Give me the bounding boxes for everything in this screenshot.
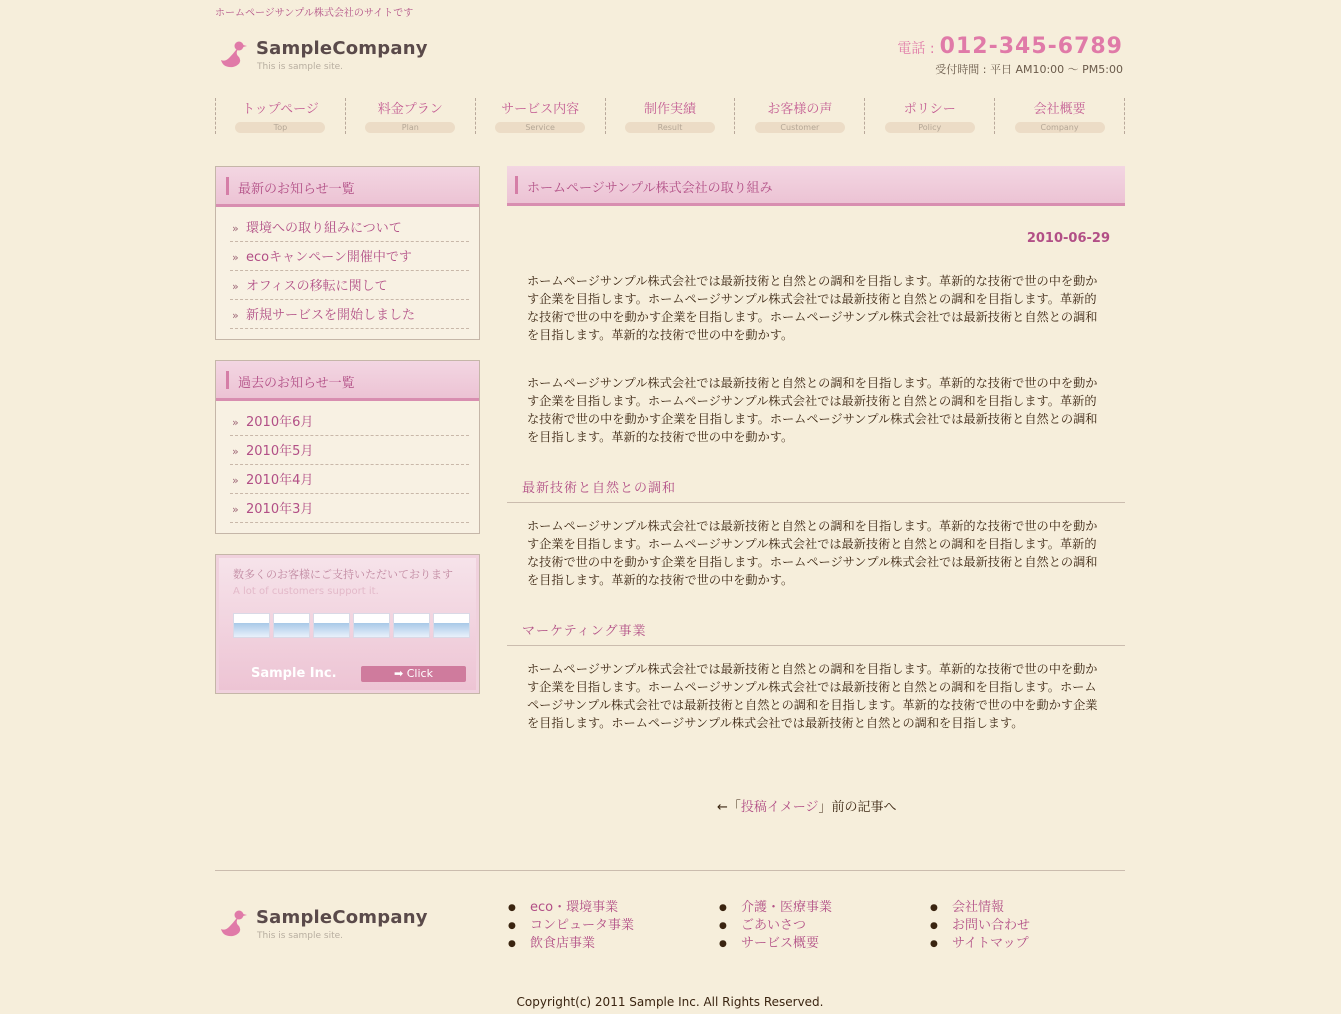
global-navigation (215, 98, 1125, 134)
latest-news-item[interactable]: » 環境への取り組みについて (230, 213, 469, 242)
section-heading: マーケティング事業 (507, 620, 1125, 646)
latest-news-item[interactable]: » オフィスの移転に関して (230, 271, 469, 300)
tel-number: 012-345-6789 (939, 34, 1123, 59)
duck-logo-icon (219, 909, 247, 939)
banner-click-button[interactable]: ➡ Click (361, 666, 466, 682)
latest-news-item[interactable]: » 新規サービスを開始しました (230, 300, 469, 329)
nav-item-service[interactable] (476, 98, 606, 134)
footer-link[interactable]: ● eco・環境事業 (508, 899, 634, 917)
previous-post-link (717, 796, 897, 815)
article-paragraph: ホームページサンプル株式会社では最新技術と自然との調和を目指します。革新的な技術で世の中を動かす企業を目指します。ホームページサンプル株式会社では最新技術と自然との調和を目指します。ホームページサンプル株式会社では最新技術と自然との調和を目指します。革新的な技術で世の中を動かす企業を目指します。ホームページサンプル株式会社では最新技術と自然との調和を目指します。 (527, 662, 1098, 730)
contact-phone (897, 34, 1123, 77)
banner-screenshots (233, 613, 470, 638)
screenshot-thumbnail (273, 613, 310, 638)
nav-item-customer[interactable] (735, 98, 865, 134)
footer-link[interactable]: ● ごあいさつ (719, 917, 832, 935)
footer-link[interactable]: ● サービス概要 (719, 935, 832, 953)
footer-link[interactable]: ● 介護・医療事業 (719, 899, 832, 917)
nav-item-plan[interactable] (346, 98, 476, 134)
customer-banner[interactable] (215, 554, 480, 694)
footer-link[interactable]: ● お問い合わせ (930, 917, 1030, 935)
nav-item-result[interactable] (606, 98, 736, 134)
footer-logo[interactable] (219, 907, 428, 947)
footer-link[interactable]: ● 飲食店事業 (508, 935, 634, 953)
footer-links-col2 (719, 899, 832, 953)
prev-suffix: 」前の記事へ (818, 800, 897, 815)
logo-subtitle: This is sample site. (257, 62, 344, 72)
banner-inner (219, 558, 476, 690)
section-heading: 最新技術と自然との調和 (507, 477, 1125, 503)
nav-label: サービス内容 (501, 102, 580, 117)
banner-headline: 数多くのお客様にご支持いただいております (233, 568, 453, 581)
archive-item[interactable]: » 2010年5月 (230, 436, 469, 465)
nav-sublabel: Plan (365, 122, 455, 133)
main-content (507, 166, 1125, 815)
article-paragraph: ホームページサンプル株式会社では最新技術と自然との調和を目指します。革新的な技術で世の中を動かす企業を目指します。ホームページサンプル株式会社では最新技術と自然との調和を目指します。革新的な技術で世の中を動かす企業を目指します。ホームページサンプル株式会社では最新技術と自然との調和を目指します。革新的な技術で世の中を動かす。 (527, 274, 1098, 342)
nav-label: 会社概要 (1033, 102, 1086, 117)
screenshot-thumbnail (313, 613, 350, 638)
duck-logo-icon (219, 40, 247, 70)
past-news-list (216, 401, 479, 533)
prev-prefix: ←「 (717, 800, 741, 815)
past-news-header (216, 361, 479, 401)
article-paragraph: ホームページサンプル株式会社では最新技術と自然との調和を目指します。革新的な技術で世の中を動かす企業を目指します。ホームページサンプル株式会社では最新技術と自然との調和を目指します。革新的な技術で世の中を動かす企業を目指します。ホームページサンプル株式会社では最新技術と自然との調和を目指します。革新的な技術で世の中を動かす。 (527, 376, 1098, 444)
screenshot-thumbnail (233, 613, 270, 638)
latest-news-title: 最新のお知らせ一覧 (238, 182, 355, 197)
footer-link[interactable]: ● コンピュータ事業 (508, 917, 634, 935)
nav-sublabel: Policy (885, 122, 975, 133)
nav-sublabel: Company (1015, 122, 1105, 133)
footer-link[interactable]: ● 会社情報 (930, 899, 1030, 917)
latest-news-list (216, 207, 479, 339)
nav-sublabel: Customer (755, 122, 845, 133)
nav-sublabel: Service (495, 122, 585, 133)
logo-name: SampleCompany (256, 907, 428, 928)
archive-item[interactable]: » 2010年3月 (230, 494, 469, 523)
footer-links-col1 (508, 899, 634, 953)
nav-item-top[interactable] (216, 98, 346, 134)
latest-news-box (215, 166, 480, 340)
nav-sublabel: Result (625, 122, 715, 133)
logo-name: SampleCompany (256, 38, 428, 59)
archive-item[interactable]: » 2010年6月 (230, 407, 469, 436)
past-news-title: 過去のお知らせ一覧 (238, 376, 355, 391)
article-title: ホームページサンプル株式会社の取り組み (527, 181, 773, 196)
screenshot-thumbnail (433, 613, 470, 638)
banner-subline: A lot of customers support it. (233, 586, 379, 597)
business-hours: 受付時間 : 平日 AM10:00 〜 PM5:00 (935, 63, 1123, 76)
nav-item-company[interactable] (995, 98, 1125, 134)
footer-links-col3 (930, 899, 1030, 953)
nav-label: 制作実績 (644, 102, 697, 117)
screenshot-thumbnail (353, 613, 390, 638)
nav-label: ポリシー (903, 102, 956, 117)
copyright: Copyright(c) 2011 Sample Inc. All Rights Reserved. (516, 995, 824, 1009)
footer-divider (215, 870, 1125, 871)
article-header (507, 166, 1125, 206)
article-paragraph: ホームページサンプル株式会社では最新技術と自然との調和を目指します。革新的な技術で世の中を動かす企業を目指します。ホームページサンプル株式会社では最新技術と自然との調和を目指します。革新的な技術で世の中を動かす企業を目指します。ホームページサンプル株式会社では最新技術と自然との調和を目指します。革新的な技術で世の中を動かす。 (527, 519, 1098, 587)
nav-label: 料金プラン (377, 102, 443, 117)
footer-link[interactable]: ● サイトマップ (930, 935, 1030, 953)
banner-brand: Sample Inc. (251, 666, 337, 681)
site-logo[interactable] (219, 38, 428, 78)
nav-sublabel: Top (235, 122, 325, 133)
sidebar (215, 166, 480, 694)
site-tagline: ホームページサンプル株式会社のサイトです (215, 8, 414, 19)
tel-label: 電話 : (897, 41, 935, 57)
nav-item-policy[interactable] (865, 98, 995, 134)
screenshot-thumbnail (393, 613, 430, 638)
nav-label: お客様の声 (767, 102, 833, 117)
logo-subtitle: This is sample site. (257, 931, 344, 941)
latest-news-header (216, 167, 479, 207)
prev-post-anchor[interactable]: 投稿イメージ (740, 800, 819, 815)
page-wrapper (215, 0, 1125, 1014)
nav-label: トップページ (242, 102, 319, 117)
archive-item[interactable]: » 2010年4月 (230, 465, 469, 494)
past-news-box (215, 360, 480, 534)
article-date: 2010-06-29 (1026, 231, 1110, 246)
latest-news-item[interactable]: » ecoキャンペーン開催中です (230, 242, 469, 271)
